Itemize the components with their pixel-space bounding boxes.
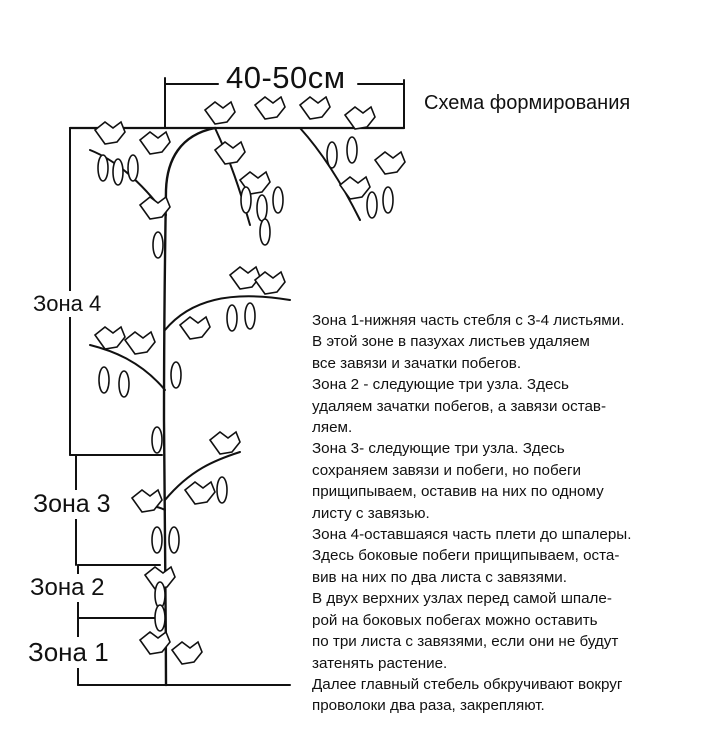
cucumber <box>273 187 283 213</box>
description-line: Зона 1-нижняя часть стебля с 3-4 листьями. <box>312 312 625 329</box>
leaf <box>215 142 245 164</box>
scheme-title: Схема формирования <box>424 92 631 114</box>
description-line: прищипываем, оставив на них по одному <box>312 483 604 501</box>
leaf <box>132 490 162 512</box>
width-dimension-label: 40-50см <box>222 60 350 96</box>
description-line: Здесь боковые побеги прищипываем, оста- <box>312 547 620 565</box>
main-stem <box>164 128 215 685</box>
description-line: сохраняем завязи и побеги, но побеги <box>312 461 581 479</box>
cucumber <box>128 155 138 181</box>
leaf <box>95 327 125 349</box>
description-line: рой на боковых побегах можно оставить <box>312 611 598 629</box>
leaf <box>230 267 260 289</box>
cucumber <box>257 195 267 221</box>
description-line: проволоки два раза, закрепляют. <box>312 697 545 715</box>
description-line: ляем. <box>312 419 353 437</box>
leaf <box>140 132 170 154</box>
leaf <box>172 642 202 664</box>
description-line: удаляем зачатки побегов, а завязи остав- <box>312 397 607 415</box>
description-line: листу с завязью. <box>312 504 430 522</box>
leaf <box>125 332 155 354</box>
cucumber <box>99 367 109 393</box>
cucumber <box>155 605 165 631</box>
description-line: по три листа с завязями, если они не будут <box>312 633 619 651</box>
cucumber <box>347 137 357 163</box>
cucumber <box>113 159 123 185</box>
zone-4-label: Зона 4 <box>33 291 102 316</box>
leaf <box>95 122 125 144</box>
description-line: Зона 4-оставшаяся часть плети до шпалеры. <box>312 526 632 544</box>
cucumber <box>169 527 179 553</box>
leaf <box>210 432 240 454</box>
zone-description <box>312 310 704 717</box>
cucumber <box>367 192 377 218</box>
leaf <box>255 97 285 119</box>
zone-3-label: Зона 3 <box>33 490 111 518</box>
cucumber <box>227 305 237 331</box>
description-line: Зона 3- следующие три узла. Здесь <box>312 440 565 458</box>
leaf <box>185 482 215 504</box>
cucumber <box>98 155 108 181</box>
description-line: Зона 2 - следующие три узла. Здесь <box>312 376 569 394</box>
cucumber <box>171 362 181 388</box>
cucumber <box>152 427 162 453</box>
cucumber <box>217 477 227 503</box>
cucumber <box>241 187 251 213</box>
cucumber <box>153 232 163 258</box>
cucumber <box>260 219 270 245</box>
zone-1-label: Зона 1 <box>28 637 109 667</box>
cucumber <box>155 582 165 608</box>
description-line: В двух верхних узлах перед самой шпале- <box>312 590 612 608</box>
cucumber <box>327 142 337 168</box>
cucumber <box>119 371 129 397</box>
leaf <box>205 102 235 124</box>
cucumber <box>383 187 393 213</box>
cucumber <box>152 527 162 553</box>
description-line: В этой зоне в пазухах листьев удаляем <box>312 333 590 351</box>
leaf <box>345 107 375 129</box>
description-line: все завязи и зачатки побегов. <box>312 354 522 372</box>
cucumber <box>245 303 255 329</box>
leaf <box>300 97 330 119</box>
leaf <box>340 177 370 199</box>
zone-2-label: Зона 2 <box>30 574 105 601</box>
description-line: вив на них по два листа с завязями. <box>312 568 567 586</box>
description-line: затенять растение. <box>312 654 448 672</box>
leaf <box>375 152 405 174</box>
leaf <box>180 317 210 339</box>
description-line: Далее главный стебель обкручивают вокруг <box>312 675 623 693</box>
